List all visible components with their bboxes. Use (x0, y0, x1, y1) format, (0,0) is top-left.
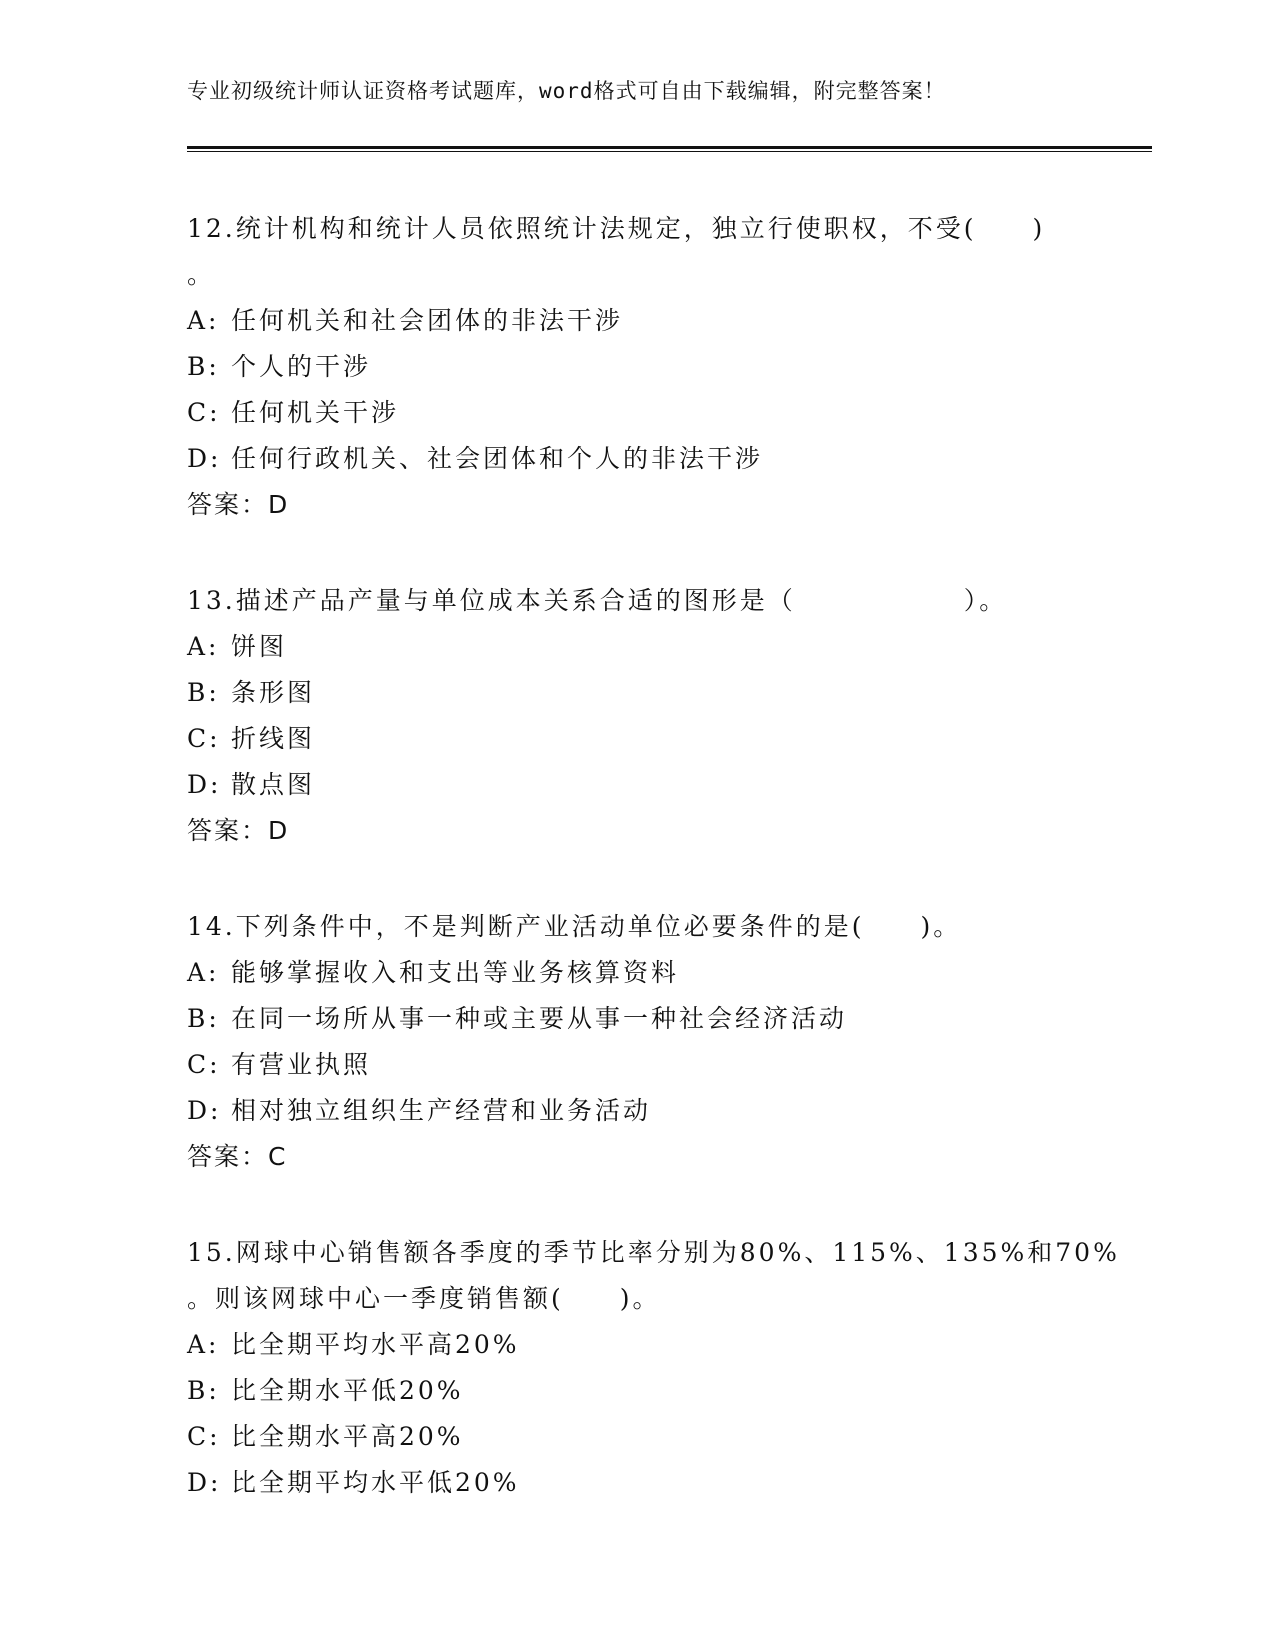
option-d (187, 1088, 1087, 1134)
option-text: 折线图 (231, 724, 316, 753)
option-key: A: (187, 958, 220, 987)
option-d (187, 762, 1087, 808)
option-key: A: (187, 632, 220, 661)
option-text: 饼图 (231, 632, 288, 661)
option-key: D: (187, 444, 222, 473)
option-c (187, 390, 1087, 436)
option-key: C: (187, 1050, 221, 1079)
option-text: 相对独立组织生产经营和业务活动 (231, 1096, 652, 1125)
option-a (187, 298, 1087, 344)
option-a (187, 950, 1087, 996)
option-key: C: (187, 724, 221, 753)
option-d (187, 436, 1087, 482)
option-b (187, 1368, 1087, 1414)
option-c (187, 1042, 1087, 1088)
question-stem-continued: 。 (187, 260, 216, 289)
option-b (187, 670, 1087, 716)
option-key: C: (187, 398, 221, 427)
option-text: 有营业执照 (231, 1050, 372, 1079)
option-b (187, 344, 1087, 390)
option-key: D: (187, 770, 222, 799)
page-header: 专业初级统计师认证资格考试题库，word格式可自由下载编辑，附完整答案！ (187, 79, 946, 103)
question-stem: 12.统计机构和统计人员依照统计法规定，独立行使职权，不受( ) (187, 214, 1046, 243)
option-key: B: (187, 678, 220, 707)
option-c (187, 716, 1087, 762)
option-b (187, 996, 1087, 1042)
option-text: 比全期水平低20% (231, 1376, 464, 1405)
option-text: 能够掌握收入和支出等业务核算资料 (231, 958, 680, 987)
option-a (187, 1322, 1087, 1368)
header-divider-thin (187, 151, 1152, 152)
option-key: D: (187, 1096, 222, 1125)
answer-line: 答案：C (187, 1142, 288, 1171)
question-stem: 15.网球中心销售额各季度的季节比率分别为80%、115%、135%和70% (187, 1238, 1120, 1267)
option-a (187, 624, 1087, 670)
question-13 (187, 578, 1087, 854)
option-text: 任何行政机关、社会团体和个人的非法干涉 (231, 444, 764, 473)
option-text: 比全期平均水平低20% (231, 1468, 520, 1497)
answer-line: 答案：D (187, 816, 290, 845)
option-key: C: (187, 1422, 221, 1451)
answer-line: 答案：D (187, 490, 290, 519)
option-key: A: (187, 306, 220, 335)
question-stem: 14.下列条件中，不是判断产业活动单位必要条件的是( )。 (187, 912, 962, 941)
option-c (187, 1414, 1087, 1460)
option-text: 散点图 (231, 770, 316, 799)
question-12 (187, 206, 1087, 528)
question-stem-continued: 。则该网球中心一季度销售额( )。 (187, 1284, 661, 1313)
question-15 (187, 1230, 1120, 1506)
option-text: 在同一场所从事一种或主要从事一种社会经济活动 (231, 1004, 848, 1033)
option-d (187, 1460, 1087, 1506)
option-text: 任何机关和社会团体的非法干涉 (231, 306, 624, 335)
question-stem: 13.描述产品产量与单位成本关系合适的图形是（ ）。 (187, 586, 1008, 615)
question-list (187, 206, 1120, 1506)
option-key: A: (187, 1330, 220, 1359)
option-key: B: (187, 1376, 220, 1405)
option-text: 条形图 (231, 678, 316, 707)
option-key: D: (187, 1468, 222, 1497)
header-divider-thick (187, 146, 1152, 149)
option-text: 比全期水平高20% (231, 1422, 464, 1451)
option-key: B: (187, 1004, 220, 1033)
option-text: 个人的干涉 (231, 352, 372, 381)
question-14 (187, 904, 1087, 1180)
option-key: B: (187, 352, 220, 381)
option-text: 比全期平均水平高20% (231, 1330, 520, 1359)
option-text: 任何机关干涉 (231, 398, 400, 427)
